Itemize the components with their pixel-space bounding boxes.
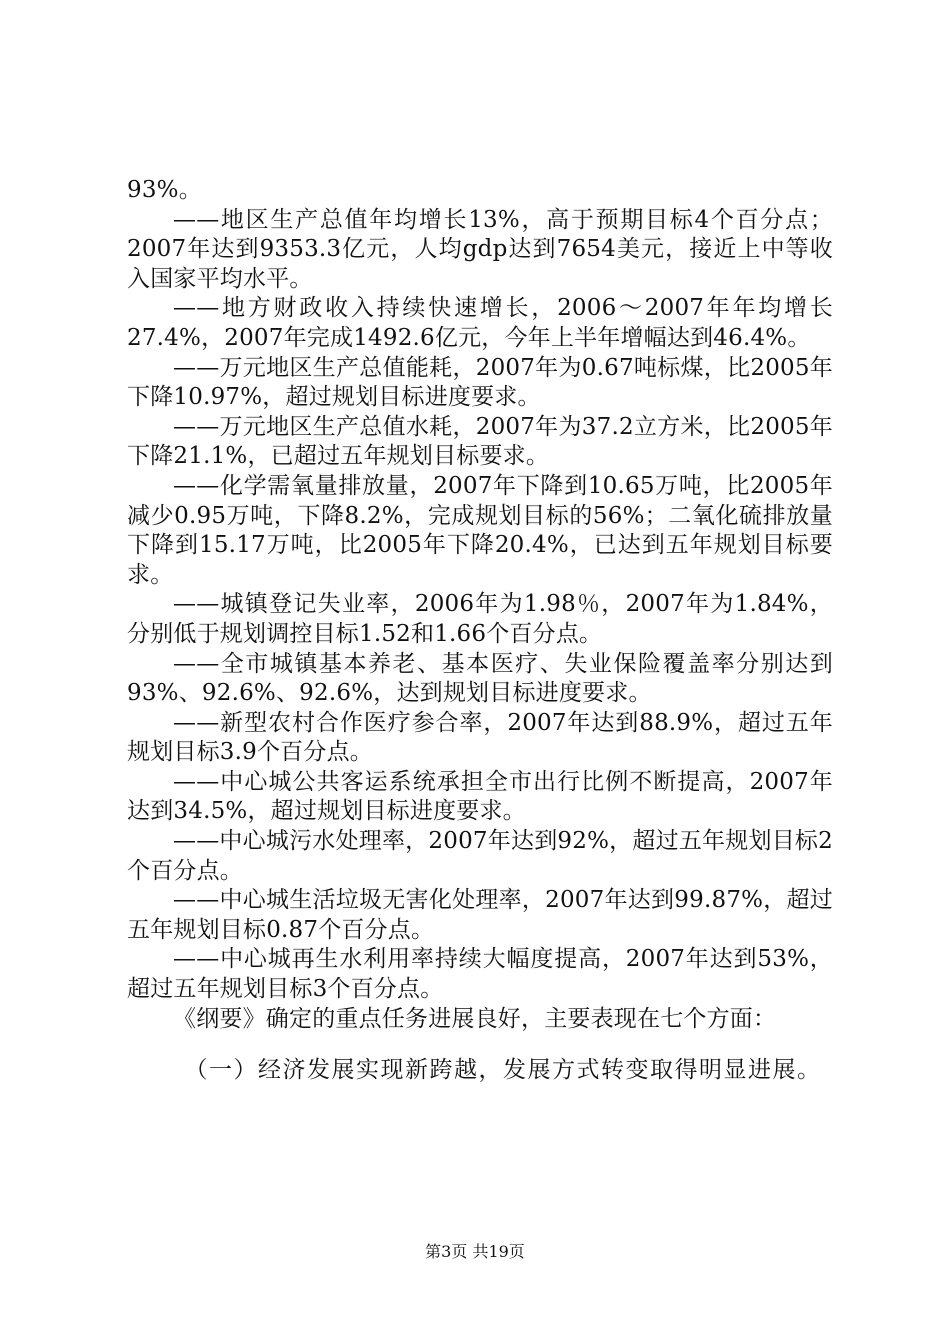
paragraph-water-consumption: ——万元地区生产总值水耗，2007年为37.2立方米，比2005年下降21.1%，已超过五年规划目标要求。 (127, 413, 833, 470)
document-body (127, 176, 833, 1086)
paragraph-fiscal-revenue: ——地方财政收入持续快速增长，2006～2007年年均增长27.4%，2007年完成1492.6亿元，今年上半年增幅达到46.4%。 (127, 295, 833, 351)
paragraph-key-tasks: 《纲要》确定的重点任务进展良好，主要表现在七个方面： (173, 1005, 777, 1032)
paragraph-recycled-water: ——中心城再生水利用率持续大幅度提高，2007年达到53%，超过五年规划目标3个百分点。 (127, 946, 833, 1003)
paragraph-insurance-coverage: ——全市城镇基本养老、基本医疗、失业保险覆盖率分别达到93%、92.6%、92.6%，达到规划目标进度要求。 (127, 650, 833, 707)
paragraph-emissions: ——化学需氧量排放量，2007年下降到10.65万吨，比2005年减少0.95万吨，下降8.2%，完成规划目标的56%；二氧化硫排放量下降到15.17万吨，比2005年下降20.4%，已达到五年规划目标要求。 (127, 472, 833, 588)
paragraph-energy-consumption: ——万元地区生产总值能耗，2007年为0.67吨标煤，比2005年下降10.97%，超过规划目标进度要求。 (127, 354, 833, 411)
paragraph-garbage-treatment: ——中心城生活垃圾无害化处理率，2007年达到99.87%，超过五年规划目标0.87个百分点。 (127, 887, 833, 943)
page-footer: 第3页 共19页 (425, 1242, 525, 1261)
section-heading: （一）经济发展实现新跨越，发展方式转变取得明显进展。 (184, 1057, 822, 1084)
paragraph-continuation: 93%。 (127, 177, 202, 203)
paragraph-unemployment: ——城镇登记失业率，2006年为1.98％，2007年为1.84%，分别低于规划调控目标1.52和1.66个百分点。 (127, 591, 833, 647)
paragraph-rural-medical: ——新型农村合作医疗参合率，2007年达到88.9%，超过五年规划目标3.9个百分点。 (127, 709, 833, 766)
paragraph-sewage-treatment: ——中心城污水处理率，2007年达到92%，超过五年规划目标2个百分点。 (127, 828, 833, 884)
paragraph-public-transit: ——中心城公共客运系统承担全市出行比例不断提高，2007年达到34.5%，超过规划目标进度要求。 (127, 768, 833, 825)
paragraph-gdp-growth: ——地区生产总值年均增长13%，高于预期目标4个百分点；2007年达到9353.3亿元，人均gdp达到7654美元，接近上中等收入国家平均水平。 (127, 206, 833, 292)
